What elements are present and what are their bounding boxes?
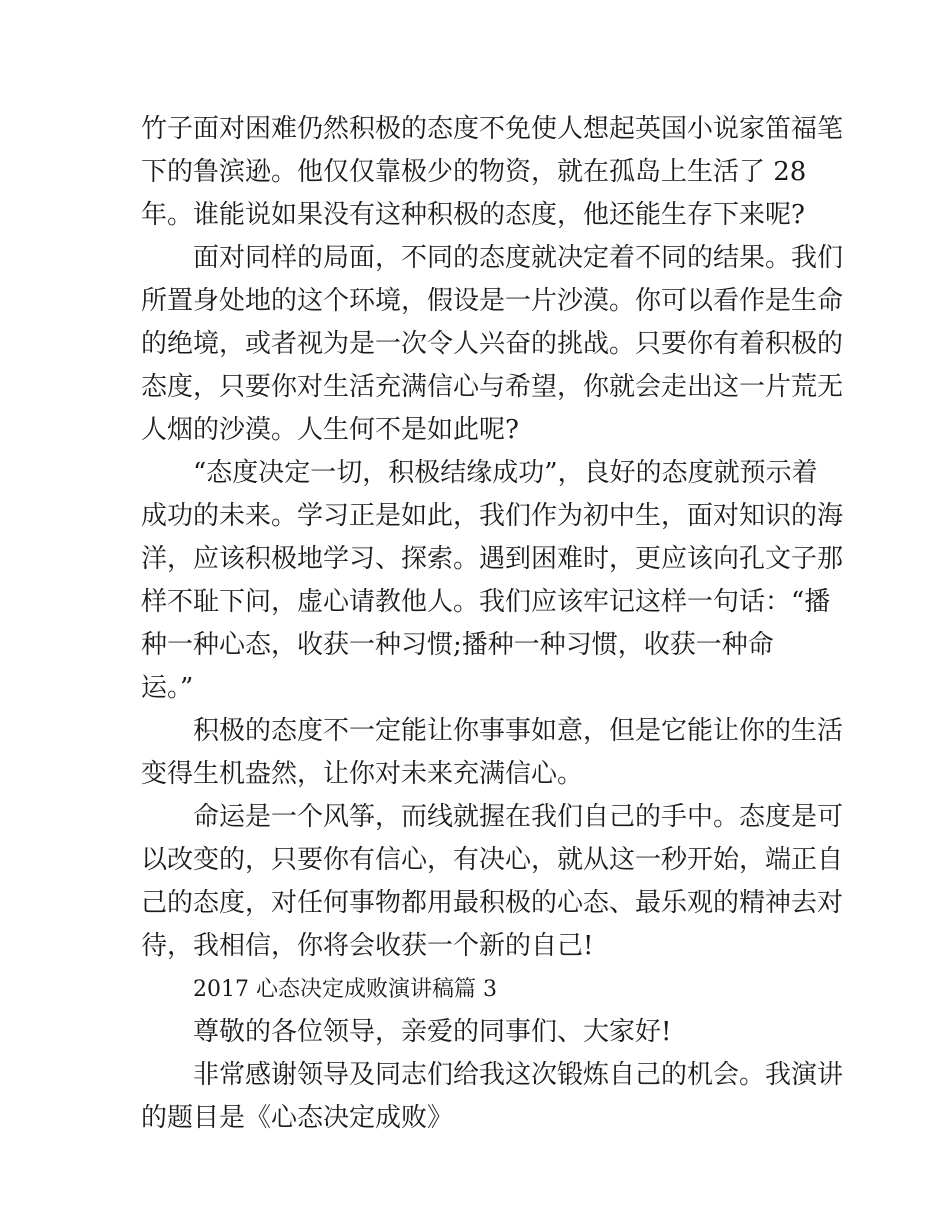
text-line: “态度决定一切，积极结缘成功”，良好的态度就预示着 xyxy=(193,458,818,488)
text-line: 态度，只要你对生活充满信心与希望，你就会走出这一片荒无 xyxy=(141,372,844,402)
text-line: 年。谁能说如果没有这种积极的态度，他还能生存下来呢? xyxy=(141,200,805,230)
text-line: 成功的未来。学习正是如此，我们作为初中生，面对知识的海 xyxy=(141,501,844,531)
text-line: 以改变的，只要你有信心，有决心，就从这一秒开始，端正自 xyxy=(141,845,844,875)
text-line: 非常感谢领导及同志们给我这次锻炼自己的机会。我演讲 xyxy=(193,1060,844,1090)
document-body xyxy=(141,108,844,1140)
text-line: 的绝境，或者视为是一次令人兴奋的挑战。只要你有着积极的 xyxy=(141,329,844,359)
text-line: 己的态度，对任何事物都用最积极的心态、最乐观的精神去对 xyxy=(141,888,844,918)
text-line: 积极的态度不一定能让你事事如意，但是它能让你的生活 xyxy=(193,716,844,746)
text-line: 变得生机盎然，让你对未来充满信心。 xyxy=(141,759,584,789)
text-line: 人烟的沙漠。人生何不是如此呢? xyxy=(141,415,519,445)
text-line: 运。” xyxy=(141,673,194,703)
text-line: 尊敬的各位领导，亲爱的同事们、大家好! xyxy=(193,1017,672,1047)
text-line: 下的鲁滨逊。他仅仅靠极少的物资，就在孤岛上生活了 28 xyxy=(141,157,807,187)
text-line: 样不耻下问，虚心请教他人。我们应该牢记这样一句话：“播 xyxy=(141,587,831,617)
text-line: 面对同样的局面，不同的态度就决定着不同的结果。我们 xyxy=(193,243,844,273)
text-line: 的题目是《心态决定成败》 xyxy=(141,1103,454,1133)
text-line: 待，我相信，你将会收获一个新的自己! xyxy=(141,931,594,961)
text-line: 洋，应该积极地学习、探索。遇到困难时，更应该向孔文子那 xyxy=(141,544,844,574)
section-heading: 2017 心态决定成败演讲稿篇 3 xyxy=(193,977,497,1002)
text-line: 所置身处地的这个环境，假设是一片沙漠。你可以看作是生命 xyxy=(141,286,844,316)
text-line: 竹子面对困难仍然积极的态度不免使人想起英国小说家笛福笔 xyxy=(141,114,844,144)
text-line: 命运是一个风筝，而线就握在我们自己的手中。态度是可 xyxy=(193,802,844,832)
text-line: 种一种心态，收获一种习惯;播种一种习惯，收获一种命 xyxy=(141,630,774,660)
